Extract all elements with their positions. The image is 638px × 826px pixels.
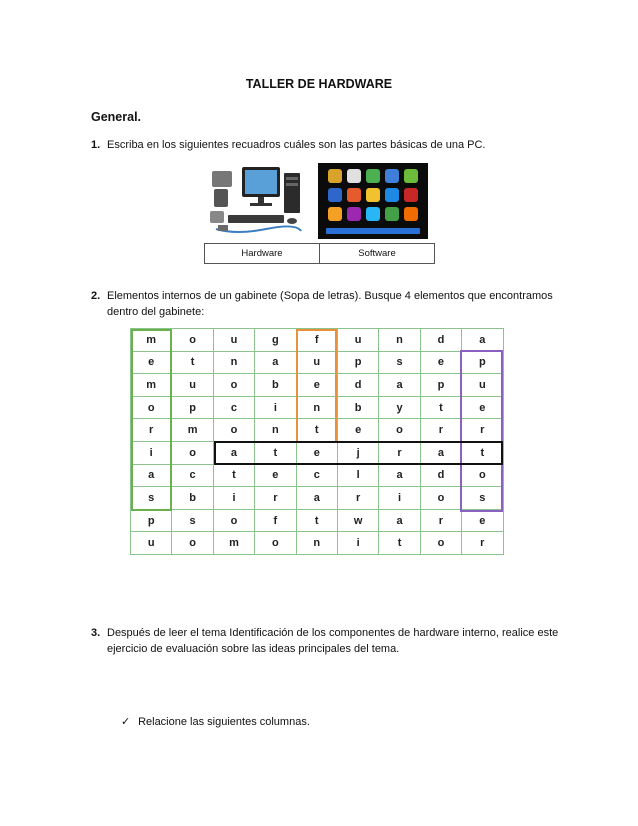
word-search-cell: r — [379, 442, 420, 465]
word-search-cell: m — [131, 374, 172, 397]
word-search-cell: t — [379, 532, 420, 555]
word-search-cell: u — [131, 532, 172, 555]
word-search-cell: a — [379, 374, 420, 397]
word-search-cell: i — [214, 487, 255, 510]
highlight-word-orange — [296, 329, 337, 443]
word-search-cell: t — [172, 352, 213, 375]
word-search-cell: a — [379, 465, 420, 488]
word-search-cell: r — [338, 487, 379, 510]
word-search-cell: o — [172, 532, 213, 555]
word-search-cell: e — [131, 352, 172, 375]
document-title: TALLER DE HARDWARE — [245, 77, 393, 91]
word-search-cell: p — [172, 397, 213, 420]
word-search-cell: s — [172, 510, 213, 533]
word-search-cell: a — [297, 487, 338, 510]
word-search-cell: e — [462, 397, 503, 420]
word-search-cell: o — [172, 442, 213, 465]
section-heading: General. — [91, 110, 142, 124]
word-search-cell: y — [379, 397, 420, 420]
word-search-cell: a — [379, 510, 420, 533]
word-search-cell: b — [255, 374, 296, 397]
word-search-cell: t — [421, 397, 462, 420]
word-search-cell: s — [462, 487, 503, 510]
word-search-cell: p — [338, 352, 379, 375]
word-search-cell: r — [421, 510, 462, 533]
word-search-cell: t — [297, 419, 338, 442]
software-column-header: Software — [319, 244, 434, 263]
instruction-bullet — [121, 715, 310, 728]
word-search-cell: i — [379, 487, 420, 510]
word-search-cell: u — [214, 329, 255, 352]
word-search-cell: o — [214, 510, 255, 533]
word-search-cell: t — [255, 442, 296, 465]
word-search-cell: c — [214, 397, 255, 420]
word-search-cell: d — [338, 374, 379, 397]
word-search-cell: o — [421, 487, 462, 510]
question-3-line-2: ejercicio de evaluación sobre las ideas principales del tema. — [107, 643, 400, 655]
word-search-cell: e — [462, 510, 503, 533]
question-1 — [91, 137, 611, 153]
word-search-cell: a — [214, 442, 255, 465]
word-search-cell: g — [255, 329, 296, 352]
word-search-cell: n — [214, 352, 255, 375]
word-search-cell: e — [338, 419, 379, 442]
word-search-cell: r — [421, 419, 462, 442]
word-search-cell: a — [421, 442, 462, 465]
word-search-cell: r — [255, 487, 296, 510]
word-search-cell: a — [255, 352, 296, 375]
word-search-cell: n — [297, 397, 338, 420]
highlight-word-black — [214, 441, 503, 465]
word-search-cell: p — [131, 510, 172, 533]
word-search-cell: b — [172, 487, 213, 510]
word-search-cell: s — [379, 352, 420, 375]
software-apps-image — [318, 163, 428, 239]
word-search-cell: r — [131, 419, 172, 442]
word-search-cell: m — [214, 532, 255, 555]
word-search-cell: u — [462, 374, 503, 397]
word-search-cell: a — [131, 465, 172, 488]
word-search-cell: l — [338, 465, 379, 488]
word-search-cell: o — [131, 397, 172, 420]
computer-hardware-image — [206, 163, 309, 239]
question-2 — [91, 288, 621, 320]
word-search-cell: t — [297, 510, 338, 533]
word-search-cell: s — [131, 487, 172, 510]
question-3-line-1: Después de leer el tema Identificación de los componentes de hardware interno, realice este — [107, 627, 559, 639]
word-search-cell: c — [297, 465, 338, 488]
highlight-word-purple — [460, 350, 503, 512]
word-search-cell: t — [462, 442, 503, 465]
word-search-puzzle — [130, 328, 503, 554]
word-search-cell: i — [131, 442, 172, 465]
word-search-cell: e — [421, 352, 462, 375]
question-1-number: 1. — [91, 139, 101, 151]
word-search-cell: u — [338, 329, 379, 352]
word-search-cell: f — [255, 510, 296, 533]
question-2-number: 2. — [91, 290, 101, 302]
word-search-cell: a — [462, 329, 503, 352]
word-search-cell: n — [255, 419, 296, 442]
hardware-column-header: Hardware — [241, 248, 283, 259]
word-search-cell: m — [131, 329, 172, 352]
question-3 — [91, 625, 621, 657]
question-2-line-1: Elementos internos de un gabinete (Sopa de letras). Busque 4 elementos que encontramos — [107, 290, 553, 302]
word-search-cell: u — [297, 352, 338, 375]
word-search-cell: r — [462, 532, 503, 555]
word-search-cell: r — [462, 419, 503, 442]
word-search-cell: n — [297, 532, 338, 555]
word-search-cell: c — [172, 465, 213, 488]
word-search-cell: o — [214, 419, 255, 442]
instruction-text: Relacione las siguientes columnas. — [138, 716, 310, 728]
word-search-cell: i — [255, 397, 296, 420]
word-search-cell: p — [462, 352, 503, 375]
word-search-cell: e — [255, 465, 296, 488]
word-search-cell: p — [421, 374, 462, 397]
word-search-cell: u — [172, 374, 213, 397]
word-search-cell: d — [421, 465, 462, 488]
word-search-cell: o — [462, 465, 503, 488]
word-search-cell: e — [297, 442, 338, 465]
word-search-cell: f — [297, 329, 338, 352]
word-search-cell: j — [338, 442, 379, 465]
word-search-cell: n — [379, 329, 420, 352]
word-search-cell: o — [214, 374, 255, 397]
question-2-line-2: dentro del gabinete: — [107, 306, 205, 318]
word-search-cell: d — [421, 329, 462, 352]
question-3-number: 3. — [91, 627, 101, 639]
word-search-cell: o — [379, 419, 420, 442]
word-search-cell: t — [214, 465, 255, 488]
word-search-cell: b — [338, 397, 379, 420]
word-search-cell: m — [172, 419, 213, 442]
hardware-software-table — [204, 243, 435, 264]
checkmark-icon: ✓ — [121, 716, 131, 728]
question-1-text: Escriba en los siguientes recuadros cuáles son las partes básicas de una PC. — [107, 139, 486, 151]
word-search-cell: w — [338, 510, 379, 533]
highlight-word-green — [131, 329, 172, 511]
word-search-cell: o — [255, 532, 296, 555]
word-search-cell: e — [297, 374, 338, 397]
word-search-cell: i — [338, 532, 379, 555]
word-search-cell: o — [172, 329, 213, 352]
word-search-cell: o — [421, 532, 462, 555]
